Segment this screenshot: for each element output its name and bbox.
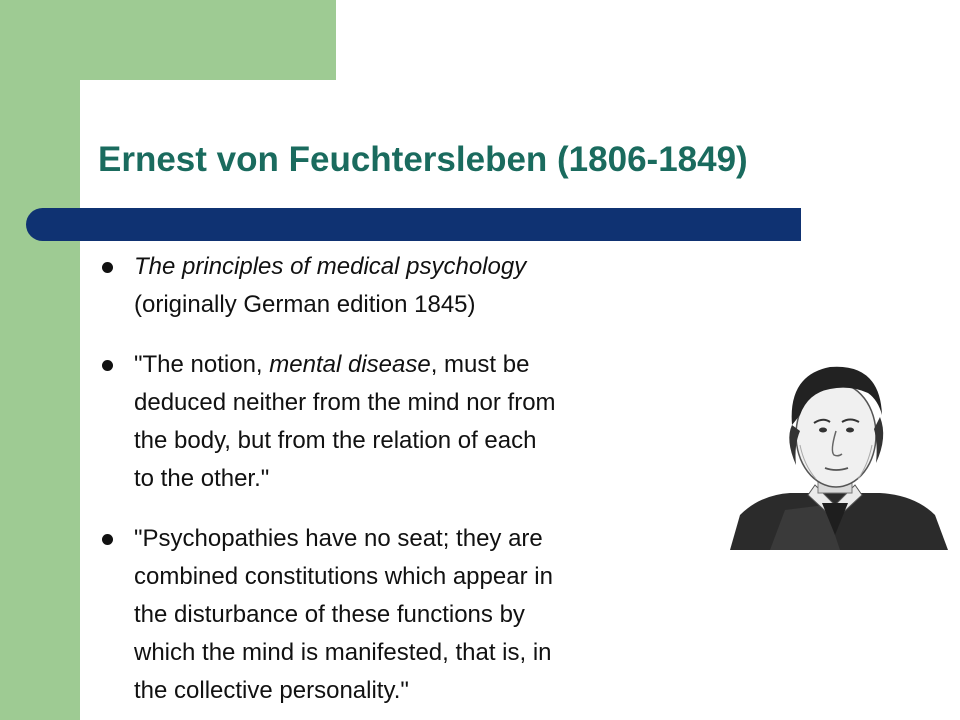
bullet-line: deduced neither from the mind nor from	[134, 389, 556, 416]
bullet-line: which the mind is manifested, that is, in	[134, 639, 552, 666]
bullet-item-book	[98, 248, 718, 324]
book-title: The principles of medical psychology	[134, 253, 527, 280]
quote-text: "The notion,	[134, 351, 270, 378]
bullet-line: the disturbance of these functions by	[134, 601, 525, 628]
bullet-item-quote-notion	[98, 346, 718, 498]
bullet-line: (originally German edition 1845)	[134, 291, 476, 318]
bullet-line: to the other."	[134, 465, 270, 492]
bullet-line: combined constitutions which appear in	[134, 563, 553, 590]
portrait-icon	[730, 345, 948, 550]
quote-text: , must be	[430, 351, 530, 378]
frame-rounded-corner	[80, 80, 140, 140]
bullet-item-quote-psychopathies	[98, 520, 718, 710]
bullet-line: the body, but from the relation of each	[134, 427, 537, 454]
bullet-line: the collective personality."	[134, 677, 409, 704]
bullet-dot-icon	[102, 262, 113, 273]
bullet-list	[98, 248, 718, 720]
bullet-dot-icon	[102, 360, 113, 371]
bullet-line	[134, 248, 718, 286]
slide-title: Ernest von Feuchtersleben (1806-1849)	[98, 140, 748, 179]
green-frame-top	[0, 0, 336, 80]
quote-emphasis: mental disease	[269, 351, 431, 378]
bullet-line	[134, 346, 718, 384]
title-underline-bar	[26, 208, 801, 241]
bullet-line: "Psychopathies have no seat; they are	[134, 525, 543, 552]
bullet-dot-icon	[102, 534, 113, 545]
green-frame-left	[0, 0, 80, 720]
